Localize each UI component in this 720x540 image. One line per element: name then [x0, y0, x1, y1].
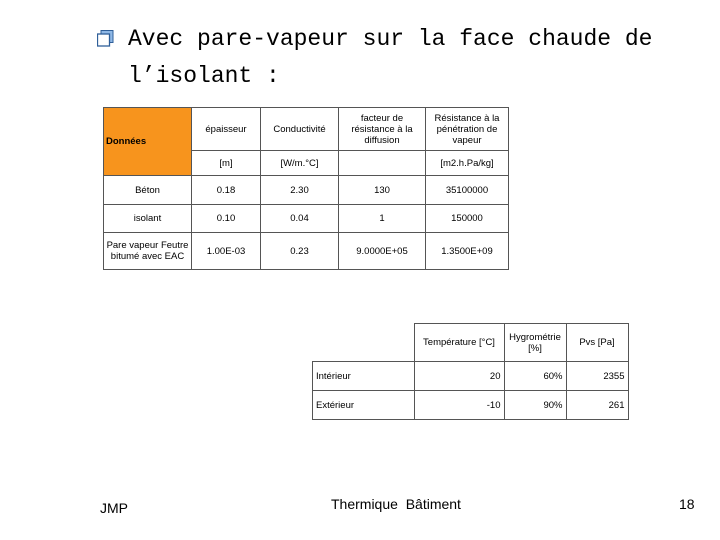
column-header: facteur de résistance à la diffusion	[339, 108, 426, 151]
table-corner-cell: Données	[104, 108, 192, 176]
table-corner-cell	[313, 324, 415, 362]
table-cell: 9.0000E+05	[339, 233, 426, 270]
table-cell: 0.04	[261, 205, 339, 233]
footer-page-number: 18	[679, 496, 695, 512]
checkbox-bullet-icon	[97, 30, 114, 47]
table-cell: 0.23	[261, 233, 339, 270]
footer-author: JMP	[100, 500, 128, 516]
row-label: Intérieur	[313, 362, 415, 391]
unit-cell: [W/m.°C]	[261, 151, 339, 176]
table-cell: 150000	[426, 205, 509, 233]
table-cell: 20	[414, 362, 504, 391]
column-header: épaisseur	[192, 108, 261, 151]
table-row	[104, 233, 509, 270]
table-row	[104, 176, 509, 205]
table-cell: 1.00E-03	[192, 233, 261, 270]
table-row	[313, 391, 629, 420]
table-cell: 0.18	[192, 176, 261, 205]
table-cell: 2355	[566, 362, 628, 391]
column-header: Hygrométrie [%]	[504, 324, 566, 362]
unit-cell	[339, 151, 426, 176]
column-header: Résistance à la pénétration de vapeur	[426, 108, 509, 151]
ambient-conditions-table	[312, 323, 629, 420]
table-cell: 90%	[504, 391, 566, 420]
material-properties-table	[103, 107, 509, 270]
slide-title-line-1: Avec pare-vapeur sur la face chaude de	[128, 26, 653, 52]
table-cell: -10	[414, 391, 504, 420]
row-label: Extérieur	[313, 391, 415, 420]
table-cell: 130	[339, 176, 426, 205]
table-header-row	[313, 324, 629, 362]
table-cell: 0.10	[192, 205, 261, 233]
footer-course-title: Thermique Bâtiment	[331, 496, 461, 512]
unit-cell: [m2.h.Pa/kg]	[426, 151, 509, 176]
table-cell: 60%	[504, 362, 566, 391]
column-header: Conductivité	[261, 108, 339, 151]
table-cell: 35100000	[426, 176, 509, 205]
unit-cell: [m]	[192, 151, 261, 176]
table-cell: 261	[566, 391, 628, 420]
table-header-row	[104, 108, 509, 151]
table-row	[104, 205, 509, 233]
row-label: isolant	[104, 205, 192, 233]
slide-title-line-2: l’isolant :	[128, 63, 280, 89]
row-label: Béton	[104, 176, 192, 205]
row-label: Pare vapeur Feutre bitumé avec EAC	[104, 233, 192, 270]
column-header: Température [°C]	[414, 324, 504, 362]
table-row	[313, 362, 629, 391]
column-header: Pvs [Pa]	[566, 324, 628, 362]
table-cell: 1	[339, 205, 426, 233]
table-cell: 2.30	[261, 176, 339, 205]
table-cell: 1.3500E+09	[426, 233, 509, 270]
